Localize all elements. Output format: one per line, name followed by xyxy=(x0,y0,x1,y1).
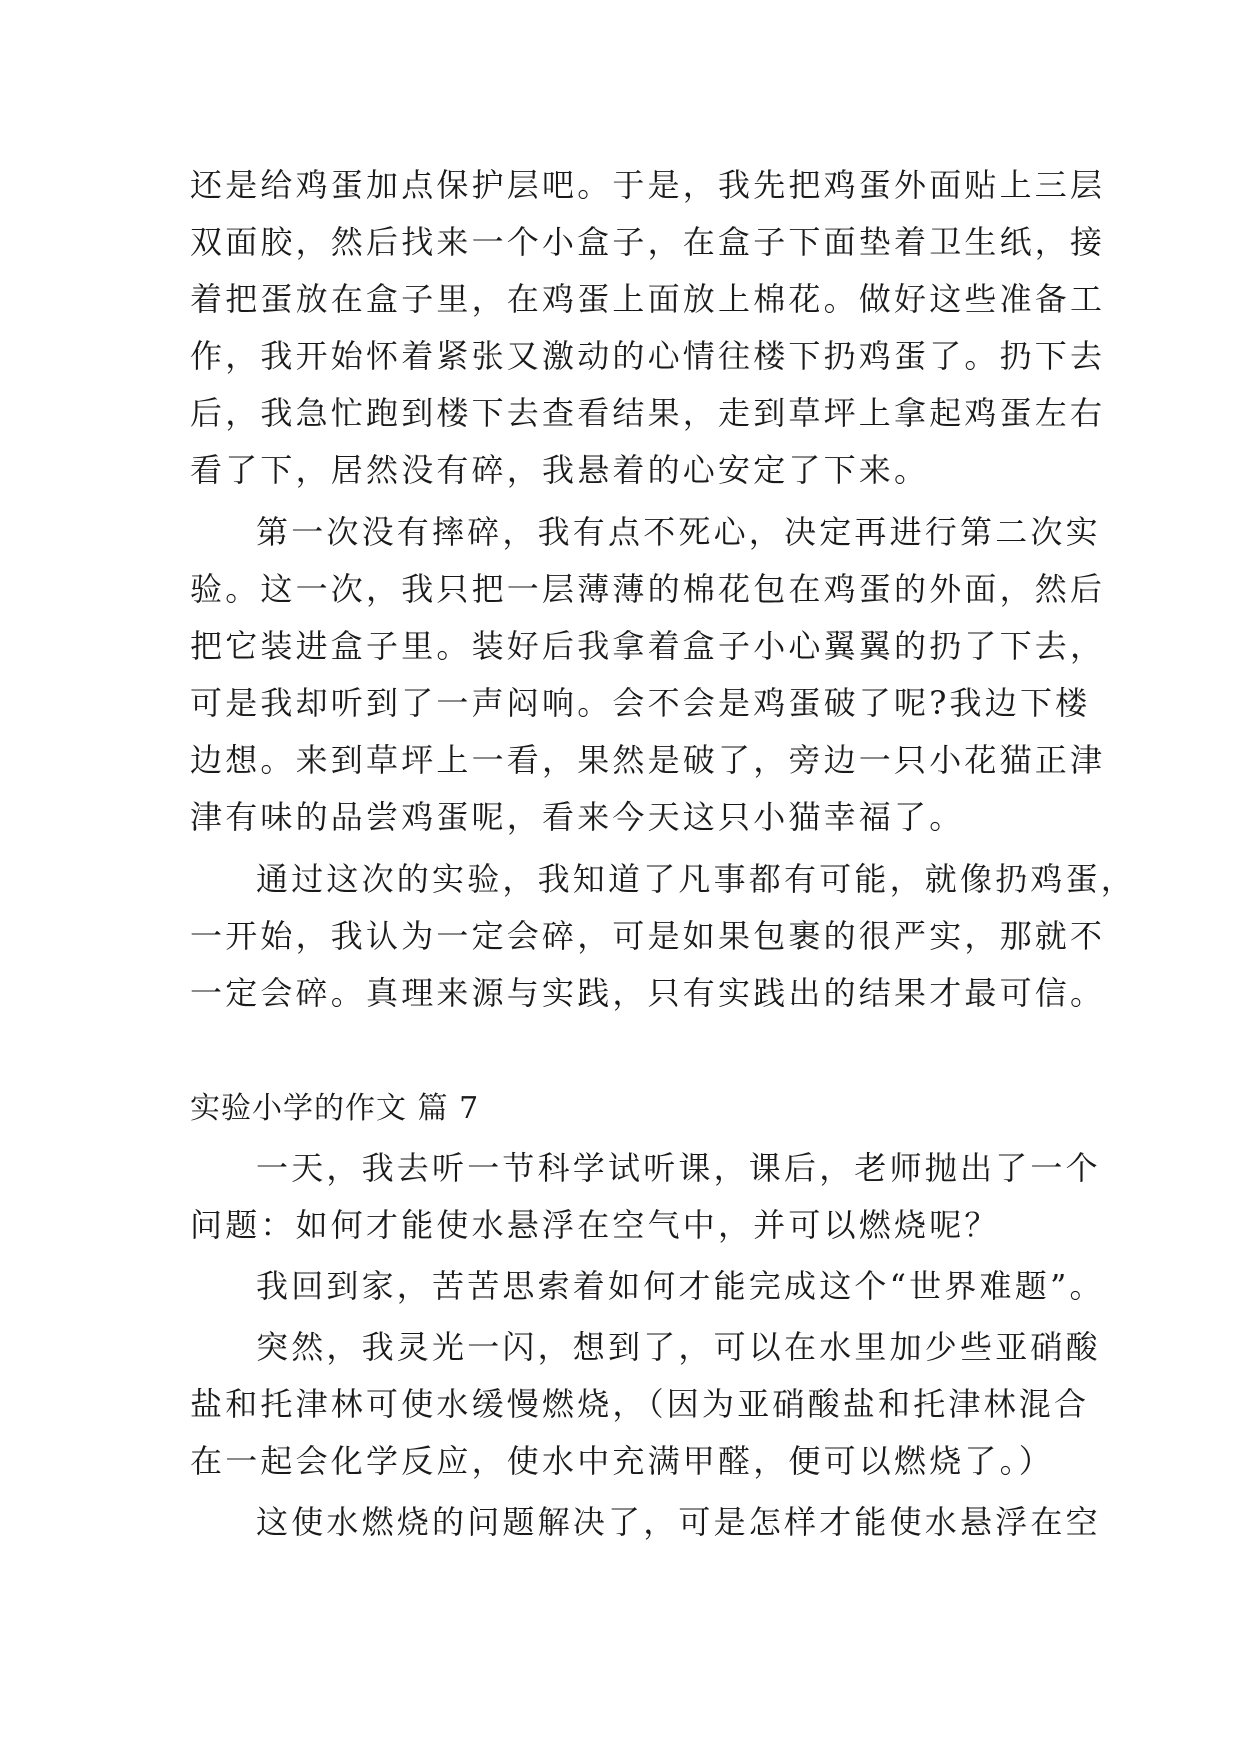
text-line: 看了下，居然没有碎，我悬着的心安定了下来。 xyxy=(190,451,930,489)
text-line: 一定会碎。真理来源与实践，只有实践出的结果才最可信。 xyxy=(190,974,1106,1012)
text-line: 可是我却听到了一声闷响。会不会是鸡蛋破了呢?我边下楼 xyxy=(190,684,1091,722)
text-line: 双面胶，然后找来一个小盒子，在盒子下面垫着卫生纸，接 xyxy=(190,223,1106,261)
text-line: 一天，我去听一节科学试听课，课后，老师抛出了一个 xyxy=(256,1149,1101,1187)
text-line: 通过这次的实验，我知道了凡事都有可能，就像扔鸡蛋， xyxy=(256,860,1137,898)
text-line: 盐和托津林可使水缓慢燃烧，（因为亚硝酸盐和托津林混合 xyxy=(190,1385,1090,1423)
text-line: 问题：如何才能使水悬浮在空气中，并可以燃烧呢？ xyxy=(190,1206,1000,1244)
text-line: 这使水燃烧的问题解决了，可是怎样才能使水悬浮在空 xyxy=(256,1503,1101,1541)
text-line: 着把蛋放在盒子里，在鸡蛋上面放上棉花。做好这些准备工 xyxy=(190,280,1106,318)
text-line: 后，我急忙跑到楼下去查看结果，走到草坪上拿起鸡蛋左右 xyxy=(190,394,1106,432)
text-line: 把它装进盒子里。装好后我拿着盒子小心翼翼的扔了下去， xyxy=(190,627,1106,665)
text-line: 第一次没有摔碎，我有点不死心，决定再进行第二次实 xyxy=(256,513,1101,551)
section-heading: 实验小学的作文 篇 7 xyxy=(190,1091,480,1126)
text-line: 突然，我灵光一闪，想到了，可以在水里加少些亚硝酸 xyxy=(256,1328,1101,1366)
text-line: 我回到家，苦苦思索着如何才能完成这个“世界难题”。 xyxy=(256,1267,1105,1305)
text-line: 验。这一次，我只把一层薄薄的棉花包在鸡蛋的外面，然后 xyxy=(190,570,1106,608)
text-line: 一开始，我认为一定会碎，可是如果包裹的很严实，那就不 xyxy=(190,917,1106,955)
text-line: 边想。来到草坪上一看，果然是破了，旁边一只小花猫正津 xyxy=(190,741,1106,779)
text-line: 津有味的品尝鸡蛋呢，看来今天这只小猫幸福了。 xyxy=(190,798,965,836)
text-line: 还是给鸡蛋加点保护层吧。于是，我先把鸡蛋外面贴上三层 xyxy=(190,166,1106,204)
text-line: 在一起会化学反应，使水中充满甲醛，便可以燃烧了。） xyxy=(190,1442,1055,1480)
text-line: 作，我开始怀着紧张又激动的心情往楼下扔鸡蛋了。扔下去 xyxy=(190,337,1106,375)
